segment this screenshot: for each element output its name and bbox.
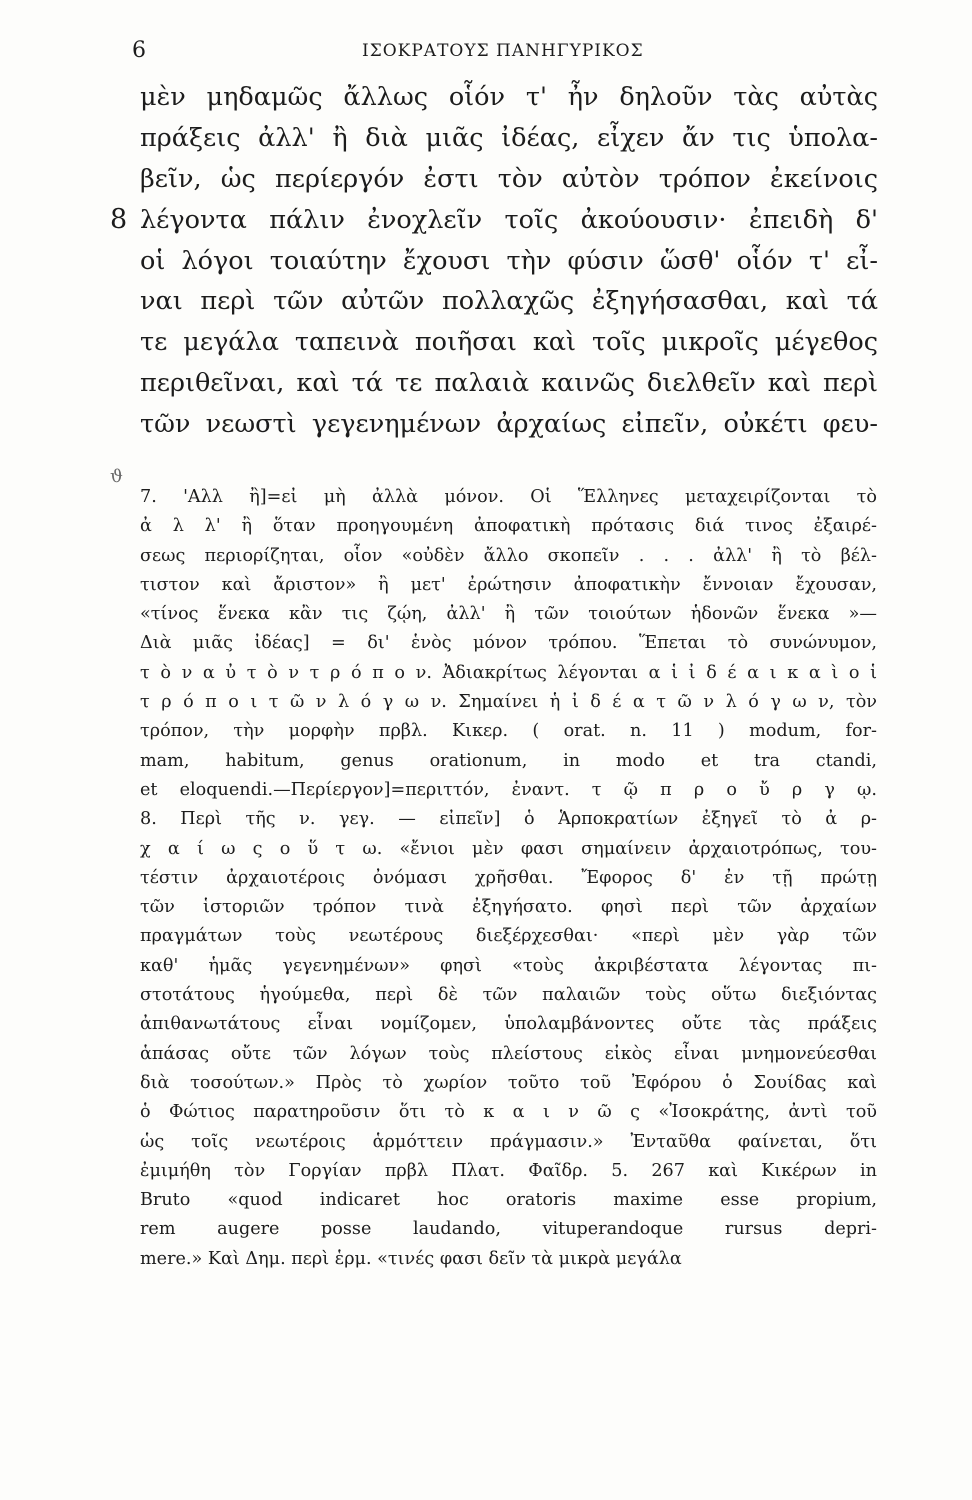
note-line: 8. Περὶ τῆς ν. γεγ. — εἰπεῖν] ὁ Ἁρποκρατίων ἐξηγεῖ τὸ ἀ ρ- [140,809,877,830]
main-text [110,77,878,445]
note-line: στοτάτους ἡγούμεθα, περὶ δὲ τῶν παλαιῶν τοὺς οὕτω διεξιόντας [140,985,877,1006]
note-line: «τίνος ἕνεκα κἂν τις ζῴη, ἀλλ' ἢ τῶν τοιούτων ἡδονῶν ἕνεκα »— [140,604,877,625]
main-text-line: περιθεῖναι, καὶ τά τε παλαιὰ καινῶς διελθεῖν καὶ περὶ [140,368,878,399]
note-line: Διὰ μιᾶς ἰδέας] = δι' ἑνὸς μόνον τρόπου. Ἕπεται τὸ συνώνυμον, [140,633,877,654]
main-text-line: οἱ λόγοι τοιαύτην ἔχουσι τὴν φύσιν ὥσθ' οἷόν τ' εἶ- [140,245,878,276]
note-line: τῶν ἱστοριῶν τρόπον τινὰ ἐξηγήσατο. φησὶ περὶ τῶν ἀρχαίων [140,897,877,918]
margin-stray-mark: ϑ [110,466,123,487]
note-line: χ α ί ω ς ο ὕ τ ω. «ἔνιοι μὲν φασι σημαίνειν ἀρχαιοτρόπως, του- [140,838,877,859]
main-text-line-content: λέγοντα πάλιν ἐνοχλεῖν τοῖς ἀκούουσιν· ἐπειδὴ δ' [140,204,878,235]
note-line: πραγμάτων τοὺς νεωτέρους διεξέρχεσθαι· «περὶ μὲν γὰρ τῶν [140,926,877,947]
commentary-notes [140,483,877,1274]
note-line: ἐμιμήθη τὸν Γοργίαν πρβλ Πλατ. Φαῖδρ. 5. 267 καὶ Κικέρων in [140,1160,877,1181]
main-text-line: τε μεγάλα ταπεινὰ ποιῆσαι καὶ τοῖς μικροῖς μέγεθος [140,327,878,358]
main-text-line: ναι περὶ τῶν αὐτῶν πολλαχῶς ἐξηγήσασθαι, καὶ τά [140,286,878,317]
note-line: τιστον καὶ ἄριστον» ἢ μετ' ἐρώτησιν ἀποφατικὴν ἔννοιαν ἔχουσαν, [140,574,877,595]
note-line: ἀ λ λ' ἢ ὅταν προηγουμένη ἀποφατικὴ πρότασις διά τινος ἐξαιρέ- [140,516,877,537]
note-line: καθ' ἡμᾶς γεγενημένων» φησὶ «τοὺς ἀκριβέστατα λέγοντας πι- [140,955,877,976]
note-line: τ ρ ό π ο ι τ ῶ ν λ ό γ ω ν. Σημαίνει ἡ ἰ δ έ α τ ῶ ν λ ό γ ω ν, τὸν [140,692,877,713]
main-text-line: μὲν μηδαμῶς ἄλλως οἷόν τ' ἦν δηλοῦν τὰς αὐτὰς [140,82,878,112]
note-line: et eloquendi.—Περίεργον]=περιττόν, ἐναντ. τ ῷ π ρ ο ὔ ρ γ ῳ. [140,779,877,800]
main-text-line-with-section [110,200,878,241]
main-text-line: τῶν νεωστὶ γεγενημένων ἀρχαίως εἰπεῖν, οὐκέτι φευ- [140,409,878,440]
note-line: ἀπιθανωτάτους εἶναι νομίζομεν, ὑπολαμβάνοντες οὔτε τὰς πράξεις [140,1014,877,1035]
main-text-line: βεῖν, ὡς περίεργόν ἐστι τὸν αὐτὸν τρόπον ἐκείνοις [140,163,878,194]
note-line: τ ὸ ν α ὐ τ ὸ ν τ ρ ό π ο ν. Ἀδιακρίτως λέγονται α ἱ ἰ δ έ α ι κ α ὶ ο ἱ [140,662,877,683]
note-line: Bruto «quod indicaret hoc oratoris maxime esse propium, [140,1190,877,1211]
note-line: rem augere posse laudando, vituperandoque rursus depri- [140,1219,877,1240]
note-line: διὰ τοσούτων.» Πρὸς τὸ χωρίον τοῦτο τοῦ Ἐφόρου ὁ Σουίδας καὶ [140,1072,877,1093]
note-line: 7. 'Αλλ ἢ]=εἰ μὴ ἀλλὰ μόνον. Οἱ Ἕλληνες μεταχειρίζονται τὸ [140,487,877,507]
note-line: mere.» Καὶ Δημ. περὶ ἑρμ. «τινές φασι δεῖν τὰ μικρὰ μεγάλα [140,1248,682,1269]
note-line: ὡς τοῖς νεωτέροις ἁρμόττειν πράγμασιν.» Ἐνταῦθα φαίνεται, ὅτι [140,1131,877,1152]
main-text-line: πράξεις ἀλλ' ἢ διὰ μιᾶς ἰδέας, εἶχεν ἄν τις ὑπολα- [140,122,878,153]
section-number: 8 [110,203,128,235]
running-head [132,38,892,68]
note-line: ὁ Φώτιος παρατηροῦσιν ὅτι τὸ κ α ι ν ῶ ς «Ἰσοκράτης, ἀντὶ τοῦ [140,1102,877,1123]
note-line: ἁπάσας οὔτε τῶν λόγων τοὺς πλείστους εἰκὸς εἶναι μνημονεύεσθαι [140,1043,877,1064]
note-line: τρόπον, τὴν μορφὴν πρβλ. Κικερ. ( orat. n. 11 ) modum, for- [140,721,877,742]
note-line: τέστιν ἀρχαιοτέροις ὀνόμασι χρῆσθαι. Ἔφορος δ' ἐν τῇ πρώτῃ [140,867,877,888]
page-number: 6 [132,38,146,63]
note-line: σεως περιορίζηται, οἷον «οὐδὲν ἄλλο σκοπεῖν . . . ἀλλ' ἢ τὸ βέλ- [140,545,877,566]
running-head-title: ΙΣΟΚΡΑΤΟΥΣ ΠΑΝΗΓΥΡΙΚΟΣ [362,41,644,61]
note-line: mam, habitum, genus orationum, in modo et tra ctandi, [140,750,877,771]
